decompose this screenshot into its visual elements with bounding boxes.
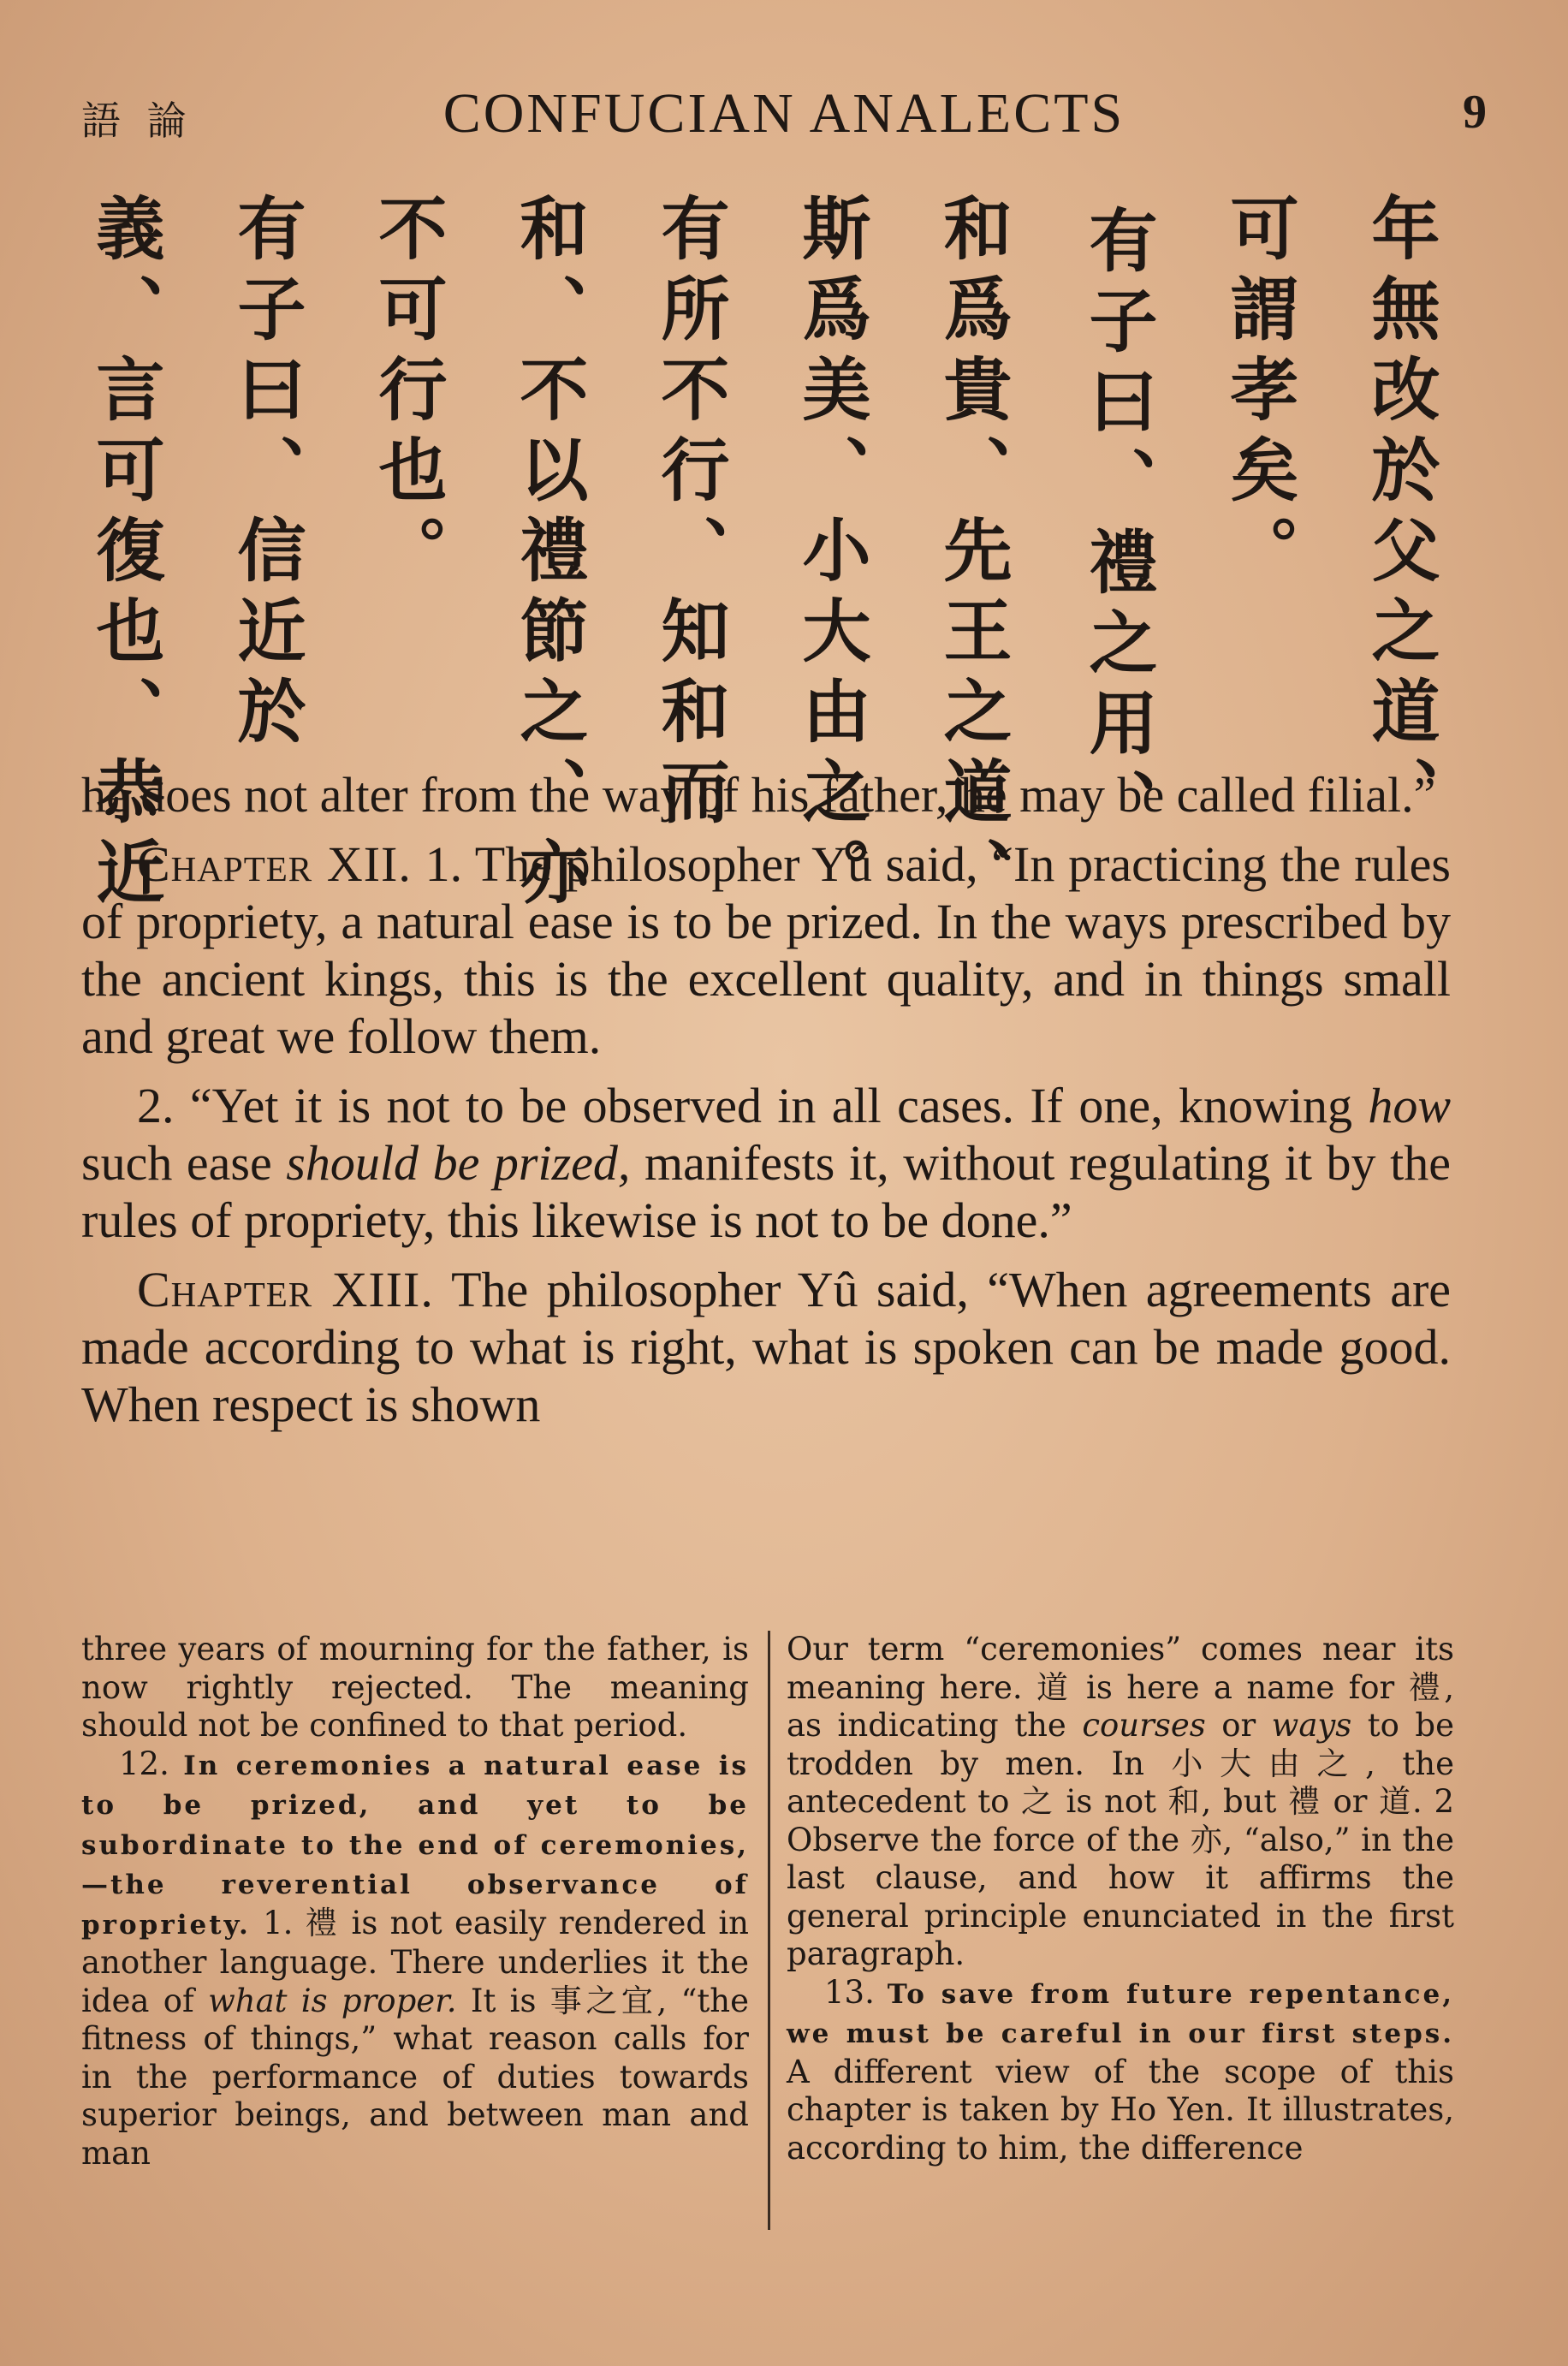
chapter-label: Chapter XII. <box>137 836 412 892</box>
running-title: CONFUCIAN ANALECTS <box>442 82 1126 145</box>
chinese-column: 義、言可復也、恭近 <box>85 193 164 917</box>
chinese-column: 斯爲美、小大由之。 <box>791 193 870 917</box>
note-text: or <box>1221 1707 1256 1744</box>
chinese-column: 年無改於父之道、 <box>1360 193 1440 836</box>
note-heading: To save from future repentance, we must be careful in our first steps. <box>787 1978 1454 2049</box>
note-text: 1. 禮 is not easily rendered in another language. There underlies it the idea of <box>81 1904 749 2019</box>
paragraph <box>81 1261 1451 1433</box>
paragraph <box>81 835 1451 1065</box>
paragraph-text: he does not alter from the way of his father, he may be called filial.” <box>81 767 1436 823</box>
page-header <box>81 81 1487 158</box>
paragraph <box>81 1077 1451 1249</box>
header-chinese-title: 語 論 <box>81 98 193 144</box>
page-number: 9 <box>1463 86 1487 139</box>
chinese-column: 󠀠有子曰、禮之用、 <box>1078 193 1157 848</box>
paragraph-text: 1. The philosopher Yû said, “In practicing the rules of propriety, a natural ease is to be prized. In the ways prescribed by the ancient kings, this is the excellent quality, and in things small and great we follow them. <box>81 836 1451 1064</box>
note-paragraph <box>81 1745 749 2173</box>
translation-text <box>81 766 1451 1445</box>
note-text: three years of mourning for the father, is now rightly rejected. The meaning should not be confined to that period. <box>81 1631 749 1744</box>
emphasis: courses <box>1082 1707 1206 1744</box>
footnote-column-left <box>81 1631 749 2173</box>
note-text: to be trodden by men. In 小大由之, the antecedent to 之 is not 和, but 禮 or 道. 2 Observe the force of the 亦, “also,” in the last clause, and how it affirms the general principle enunciated in the first paragraph. <box>787 1707 1455 1972</box>
footnote-column-right <box>787 1631 1454 2167</box>
note-paragraph <box>787 1974 1454 2168</box>
paragraph-text: 2. “Yet it is not to be observed in all cases. If one, knowing <box>137 1078 1352 1133</box>
emphasis: should be prized, <box>286 1135 631 1191</box>
paragraph-text: The philosopher Yû said, “When agreements are made according to what is right, what is spoken can be made good. When respect is shown <box>81 1262 1451 1432</box>
emphasis: ways <box>1271 1707 1352 1744</box>
chapter-label: Chapter XIII. <box>137 1262 434 1317</box>
note-text: A different view of the scope of this chapter is taken by Ho Yen. It illustrates, according to him, the difference <box>787 2053 1454 2167</box>
chinese-column: 有子曰、信近於 <box>226 193 306 756</box>
note-number: 13. <box>824 1973 875 2011</box>
emphasis: what is proper. <box>208 1982 457 2019</box>
chinese-column: 有所不行、知和而 <box>650 193 729 836</box>
paragraph-text: such ease <box>81 1135 272 1191</box>
note-text: It is 事之宜, “the fitness of things,” what reason calls for in the performance of duties towards superior beings, and between man and man <box>81 1982 749 2172</box>
chinese-column: 可謂孝矣。 <box>1219 193 1298 595</box>
chinese-column: 不可行也。 <box>367 193 447 595</box>
column-divider <box>768 1631 770 2230</box>
note-number: 12. <box>119 1745 169 1782</box>
paragraph <box>81 766 1451 823</box>
paragraph-text: manifests it, without regulating it by the rules of propriety, this likewise is not to be done.” <box>81 1135 1451 1248</box>
note-text: Our term “ceremonies” comes near its meaning here. 道 is here a name for 禮, as indicating the <box>787 1631 1454 1744</box>
chinese-column: 和、不以禮節之、亦 <box>508 193 588 917</box>
emphasis: how <box>1368 1078 1451 1133</box>
chinese-column: 和爲貴、先王之道、 <box>932 193 1012 917</box>
note-paragraph <box>787 1631 1454 1974</box>
note-heading: In ceremonies a natural ease is to be prized, and yet to be subordinate to the end of ceremonies,—the reverential observance of propriety. <box>81 1750 750 1941</box>
note-paragraph <box>81 1631 749 1745</box>
footnotes <box>81 1631 1455 2230</box>
